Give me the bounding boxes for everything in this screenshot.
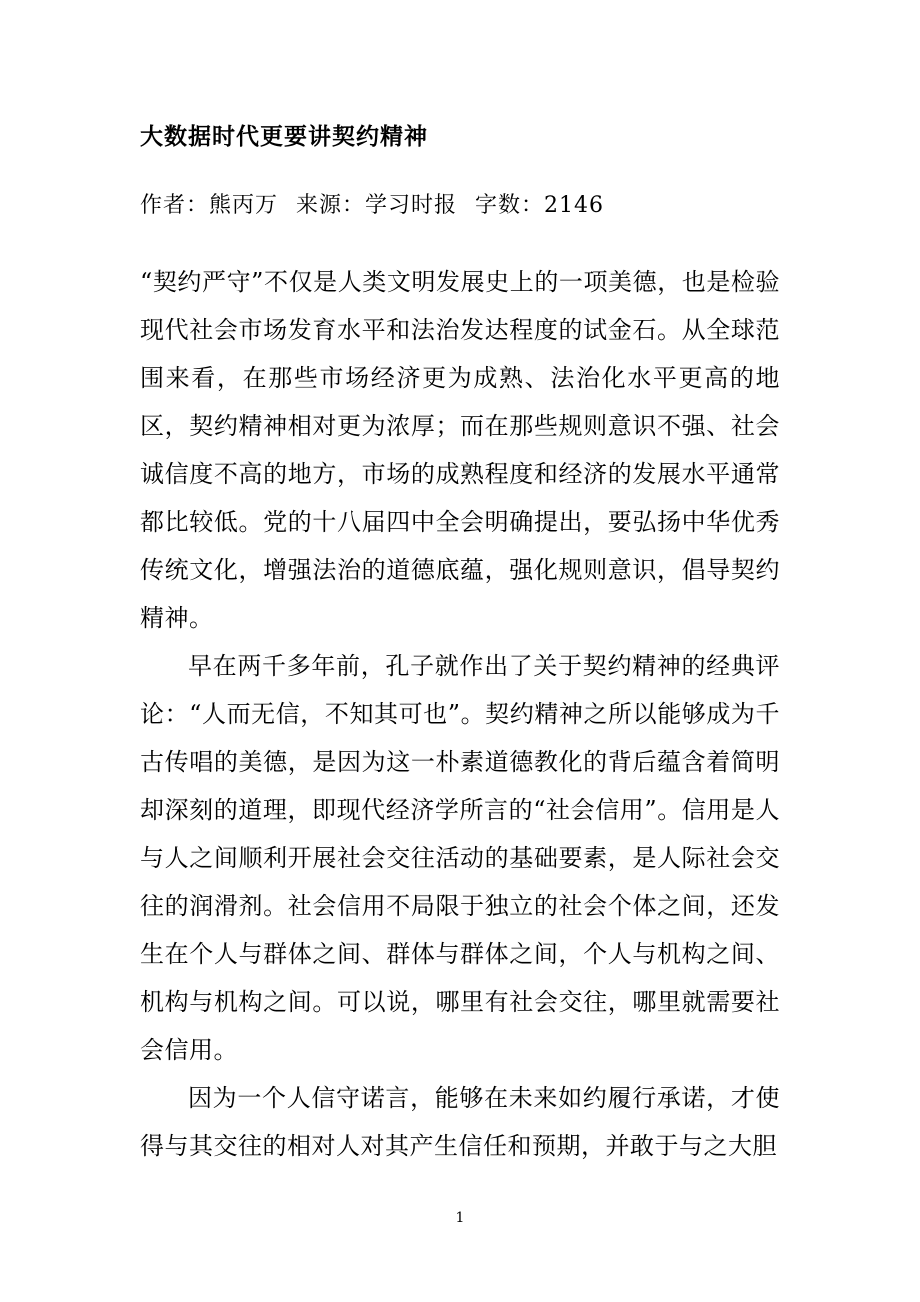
word-count-label: 字数：2146 bbox=[475, 193, 605, 218]
paragraph-1: “契约严守”不仅是人类文明发展史上的一项美德，也是检验现代社会市场发育水平和法治发达程度的试金石。从全球范围来看，在那些市场经济更为成熟、法治化水平更高的地区，契约精神相对更为浓厚；而在那些规则意识不强、社会诚信度不高的地方，市场的成熟程度和经济的发展水平通常都比较低。党的十八届四中全会明确提出，要弘扬中华优秀传统文化，增强法治的道德底蕴，强化规则意识，倡导契约精神。 bbox=[140, 268, 780, 632]
source-label: 来源：学习时报 bbox=[296, 193, 458, 218]
page-number: 1 bbox=[455, 1210, 465, 1226]
author-label: 作者：熊丙万 bbox=[140, 193, 279, 218]
paragraph-2: 早在两千多年前，孔子就作出了关于契约精神的经典评论：“人而无信，不知其可也”。契约精神之所以能够成为千古传唱的美德，是因为这一朴素道德教化的背后蕴含着简明却深刻的道理，即现代经济学所言的“社会信用”。信用是人与人之间顺利开展社会交往活动的基础要素，是人际社会交往的润滑剂。社会信用不局限于独立的社会个体之间，还发生在个人与群体之间、群体与群体之间，个人与机构之间、机构与机构之间。可以说，哪里有社会交往，哪里就需要社会信用。 bbox=[140, 652, 780, 1064]
paragraph-3: 因为一个人信守诺言，能够在未来如约履行承诺，才使得与其交往的相对人对其产生信任和预期，并敢于与之大胆 bbox=[140, 1084, 780, 1160]
article-meta bbox=[140, 188, 614, 219]
article-body bbox=[140, 258, 780, 1170]
article-title: 大数据时代更要讲契约精神 bbox=[140, 124, 428, 150]
